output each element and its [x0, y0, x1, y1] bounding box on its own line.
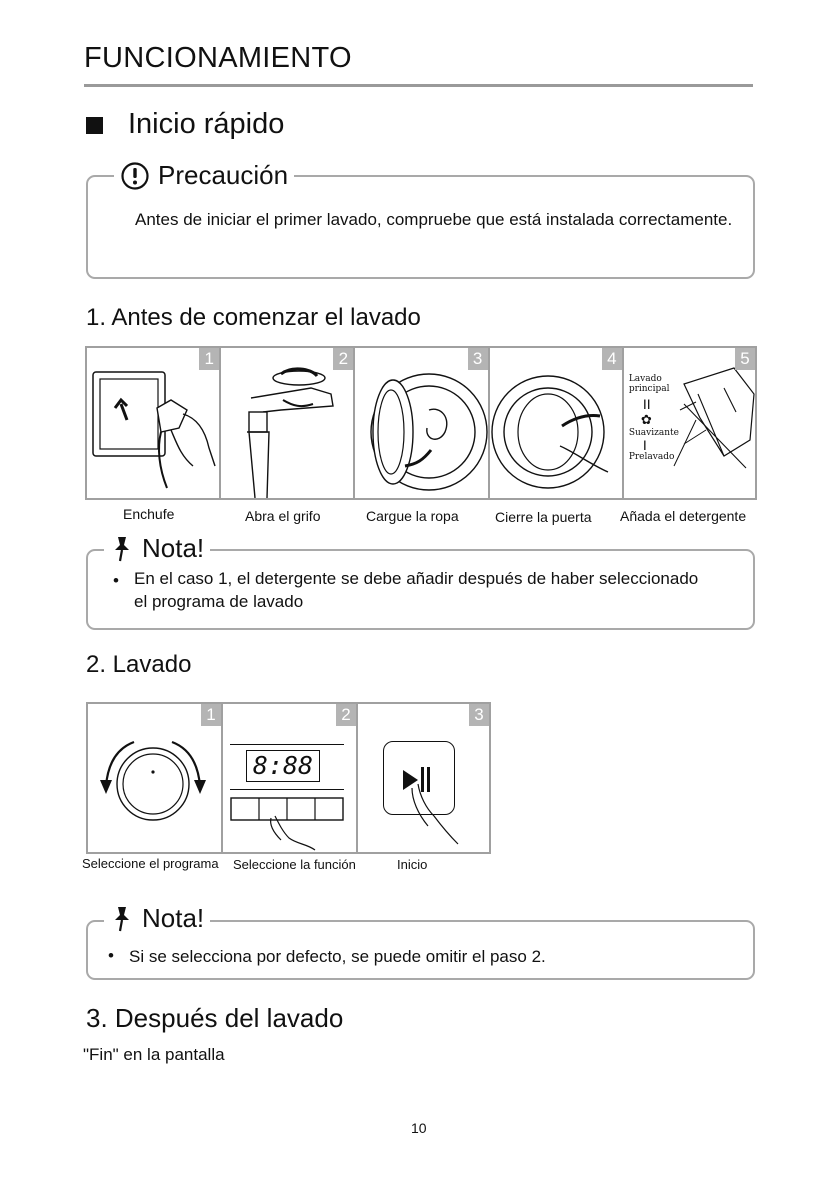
- note2-title: [104, 903, 210, 934]
- load-laundry-illustration: [355, 348, 488, 498]
- warning-icon: [120, 161, 150, 191]
- step-badge: 2: [336, 704, 356, 726]
- drawer-labels: [629, 374, 679, 462]
- caption-program: Seleccione el programa: [82, 856, 219, 871]
- caption-function: Seleccione la función: [233, 857, 356, 872]
- section-title: Inicio rápido: [128, 108, 285, 140]
- display-screen: [246, 750, 320, 782]
- step-badge: 4: [602, 348, 622, 370]
- panel-plug: [87, 348, 221, 498]
- drawer-label-softener: Suavizante: [628, 428, 679, 438]
- step2-panels: [86, 702, 491, 854]
- note1-title-text: Nota!: [142, 533, 205, 563]
- panel-start: [358, 704, 489, 852]
- panel-knob: [88, 704, 223, 852]
- drawer-mark-prewash: I: [642, 437, 647, 453]
- caption-plug: Enchufe: [123, 506, 175, 522]
- step-badge: 3: [468, 348, 488, 370]
- precaution-text: Antes de iniciar el primer lavado, compruebe que está instalada correctamente.: [135, 210, 733, 229]
- note1-title: [104, 533, 210, 564]
- step1-panels: [85, 346, 757, 500]
- caption-close: Cierre la puerta: [495, 509, 592, 525]
- title-divider: [84, 84, 753, 87]
- drawer-label-main2: principal: [628, 384, 670, 394]
- precaution-title-text: Precaución: [158, 160, 289, 190]
- step3-text: "Fin" en la pantalla: [83, 1045, 225, 1064]
- note2-bullet: •: [108, 946, 114, 965]
- step3-heading: 3. Después del lavado: [86, 1003, 344, 1033]
- page-title: FUNCIONAMIENTO: [84, 42, 352, 74]
- display-readout: 8:88: [252, 751, 314, 780]
- step-badge: 5: [735, 348, 755, 370]
- start-pause-icon: [358, 704, 489, 852]
- note1-bullet: •: [113, 571, 119, 590]
- panel-display: [223, 704, 358, 852]
- precaution-title: [114, 160, 294, 191]
- panel-tap: [221, 348, 355, 498]
- step1-heading: 1. Antes de comenzar el lavado: [86, 304, 421, 331]
- plug-illustration: [87, 348, 220, 498]
- step-badge: 1: [201, 704, 221, 726]
- program-knob-illustration: [88, 704, 221, 852]
- step-badge: 2: [333, 348, 353, 370]
- drawer-label-main: Lavado: [628, 374, 662, 384]
- step2-heading: 2. Lavado: [86, 651, 192, 678]
- caption-start: Inicio: [397, 857, 428, 872]
- step-badge: 3: [469, 704, 489, 726]
- page-number: 10: [411, 1120, 427, 1136]
- note1-text: En el caso 1, el detergente se debe añadir después de haber seleccionado el programa de lavado: [134, 569, 699, 611]
- note2-title-text: Nota!: [142, 903, 205, 933]
- caption-load: Cargue la ropa: [366, 508, 459, 524]
- caption-tap: Abra el grifo: [245, 508, 321, 524]
- drawer-label-prewash: Prelavado: [628, 452, 675, 462]
- function-buttons-illustration: [223, 794, 356, 852]
- pushpin-icon: [110, 535, 134, 563]
- square-bullet-icon: [86, 117, 103, 134]
- step-badge: 1: [199, 348, 219, 370]
- panel-drawer: [624, 348, 755, 498]
- caption-drawer: Añada el detergente: [620, 508, 747, 524]
- tap-illustration: [221, 348, 354, 498]
- flower-icon: ✿: [640, 413, 652, 428]
- panel-close: [490, 348, 624, 498]
- note2-text: Si se selecciona por defecto, se puede omitir el paso 2.: [129, 947, 546, 966]
- panel-load: [355, 348, 489, 498]
- close-door-illustration: [490, 348, 623, 498]
- drawer-mark-main: II: [642, 396, 651, 412]
- pushpin-icon: [110, 905, 134, 933]
